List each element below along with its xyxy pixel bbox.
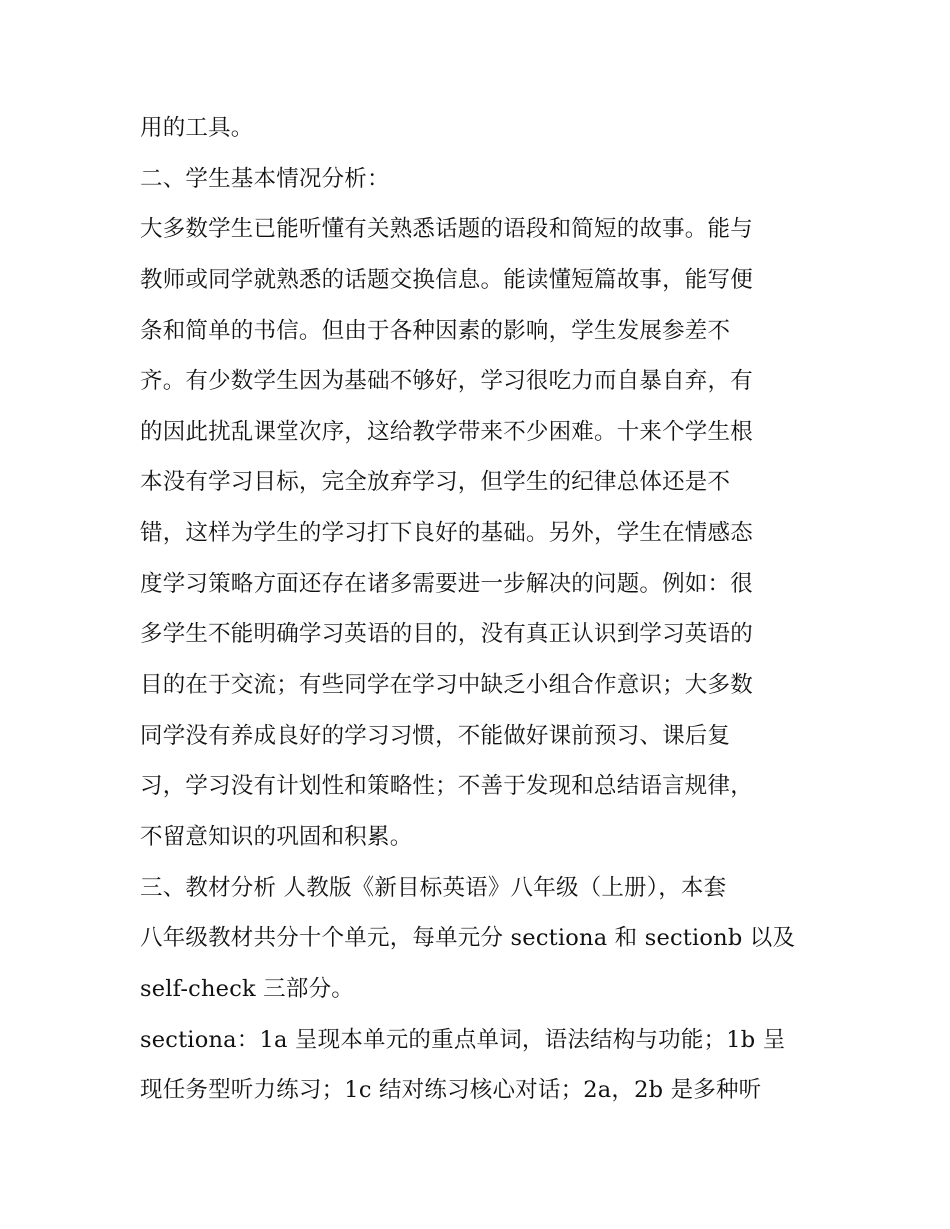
text-line: 八年级教材共分十个单元，每单元分 sectiona 和 sectionb 以及 (140, 925, 796, 952)
text-line: 错，这样为学生的学习打下良好的基础。另外，学生在情感态 (140, 520, 753, 547)
text-line: 不留意知识的巩固和积累。 (140, 823, 413, 850)
text-line: 大多数学生已能听懂有关熟悉话题的语段和简短的故事。能与 (140, 216, 753, 243)
text-line: 现任务型听力练习；1c 结对练习核心对话；2a，2b 是多种听 (140, 1077, 762, 1104)
text-line: 习，学习没有计划性和策略性；不善于发现和总结语言规律， (140, 773, 753, 800)
text-line: 度学习策略方面还存在诸多需要进一步解决的问题。例如：很 (140, 570, 753, 597)
text-line: 多学生不能明确学习英语的目的，没有真正认识到学习英语的 (140, 621, 753, 648)
text-line: sectiona：1a 呈现本单元的重点单词，语法结构与功能；1b 呈 (140, 1026, 786, 1053)
text-line: 教师或同学就熟悉的话题交换信息。能读懂短篇故事，能写便 (140, 266, 753, 293)
text-line: 齐。有少数学生因为基础不够好，学习很吃力而自暴自弃，有 (140, 368, 753, 395)
text-line: self-check 三部分。 (140, 975, 354, 1002)
text-line: 目的在于交流；有些同学在学习中缺乏小组合作意识；大多数 (140, 672, 753, 699)
text-line: 条和简单的书信。但由于各种因素的影响，学生发展参差不 (140, 317, 731, 344)
document-body (140, 103, 820, 1116)
text-line: 的因此扰乱课堂次序，这给教学带来不少困难。十来个学生根 (140, 418, 753, 445)
text-line: 本没有学习目标，完全放弃学习，但学生的纪律总体还是不 (140, 469, 731, 496)
section-heading-student-analysis: 二、学生基本情况分析： (140, 165, 390, 192)
text-line: 用的工具。 (140, 115, 254, 141)
section-heading-textbook-analysis: 三、教材分析 人教版《新目标英语》八年级（上册），本套 (140, 874, 727, 901)
text-line: 同学没有养成良好的学习习惯，不能做好课前预习、课后复 (140, 722, 731, 749)
